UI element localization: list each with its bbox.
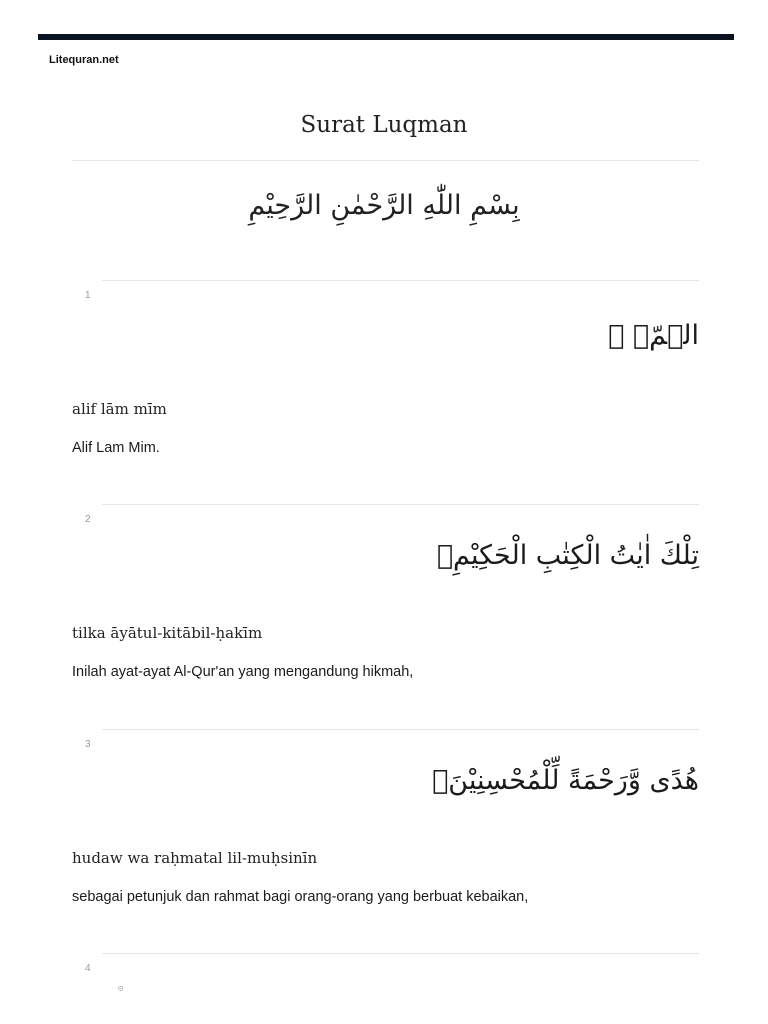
verse-number: 1 <box>85 290 91 301</box>
verse-divider <box>102 280 699 281</box>
verse-arabic-text: هُدًى وَّرَحْمَةً لِّلْمُحْسِنِيْنَۙ <box>432 765 699 796</box>
verse-divider <box>102 953 699 954</box>
site-logo-link[interactable]: Litequran.net <box>49 54 119 66</box>
page-title: Surat Luqman <box>300 112 468 138</box>
verse-translation: sebagai petunjuk dan rahmat bagi orang-orang yang berbuat kebaikan, <box>72 889 529 905</box>
verse-number: 2 <box>85 514 91 525</box>
verse-divider <box>102 729 699 730</box>
verse-transliteration: hudaw wa raḥmatal lil-muḥsinīn <box>72 849 318 867</box>
basmala: بِسْمِ اللّٰهِ الرَّحْمٰنِ الرَّحِيْمِ <box>248 190 520 221</box>
verse-transliteration: tilka āyātul-kitābil-ḥakīm <box>72 624 263 642</box>
verse-translation: Alif Lam Mim. <box>72 440 160 456</box>
verse-arabic-text: الۤمّۤ ۚ <box>608 320 699 351</box>
verse-divider <box>102 504 699 505</box>
verse-number: 4 <box>85 963 91 974</box>
verse-arabic-text: ۞ <box>118 983 124 993</box>
verse-arabic-text: تِلْكَ اٰيٰتُ الْكِتٰبِ الْحَكِيْمِۙ <box>436 540 699 571</box>
top-bar <box>38 34 734 40</box>
verse-translation: Inilah ayat-ayat Al-Qur'an yang mengandung hikmah, <box>72 664 414 680</box>
title-divider <box>72 160 699 161</box>
verse-number: 3 <box>85 739 91 750</box>
verse-transliteration: alif lām mīm <box>72 400 167 418</box>
